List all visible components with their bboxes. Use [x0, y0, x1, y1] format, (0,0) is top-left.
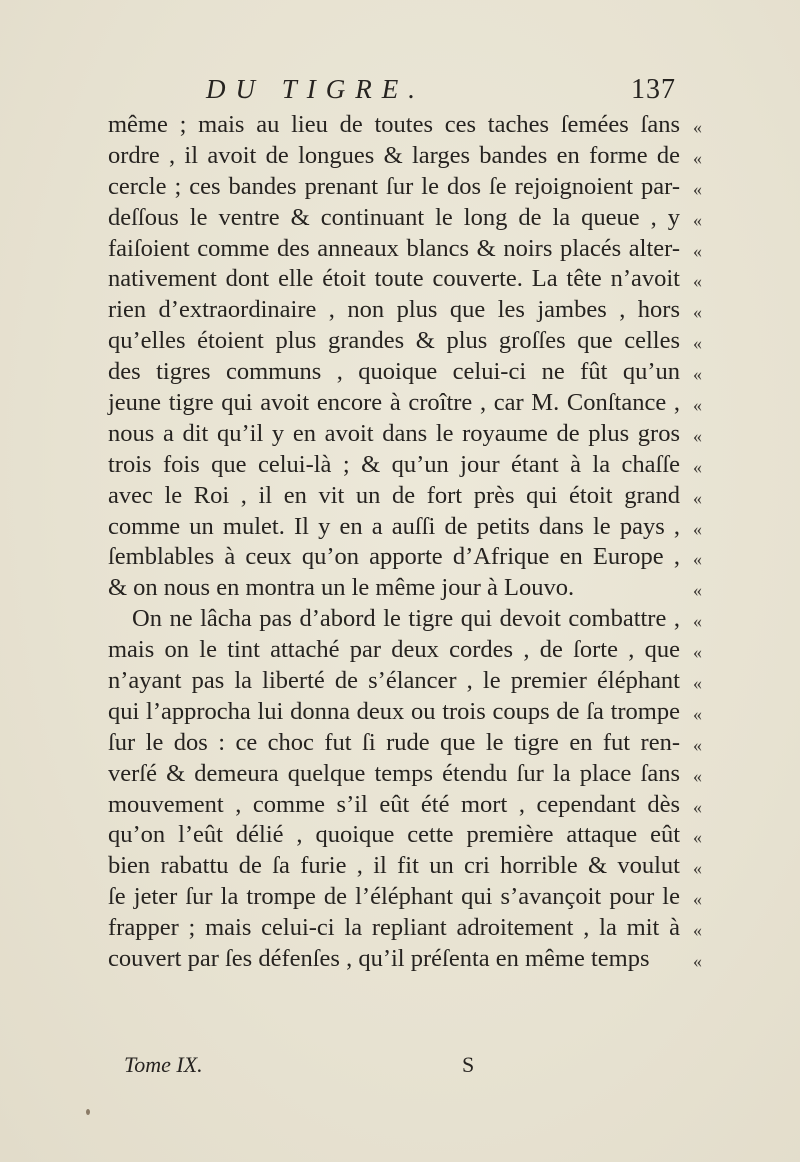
quotation-mark: « [693, 209, 702, 230]
quotation-mark: « [693, 302, 702, 323]
quotation-mark: « [693, 271, 702, 292]
line-text: avec le Roi , il en vit un de fort près qui étoit grand [108, 481, 680, 509]
text-line [108, 450, 702, 481]
quotation-mark: « [693, 734, 702, 755]
line-text: & on nous en montra un le même jour à Louvo. [108, 574, 575, 602]
line-text: jeune tigre qui avoit encore à croître , car M. Conſtance , [108, 389, 680, 417]
quotation-mark: « [693, 673, 702, 694]
text-line [108, 388, 702, 419]
line-text: même ; mais au lieu de toutes ces taches ſemées ſans [108, 111, 680, 138]
line-text: deſſous le ventre & continuant le long de la queue , y [108, 203, 680, 231]
volume-label: Tome IX. [124, 1052, 203, 1077]
text-line [108, 882, 702, 913]
text-line [108, 295, 702, 326]
line-text: verſé & demeura quelque temps étendu ſur la place ſans [108, 759, 680, 787]
text-line [108, 604, 702, 635]
text-line [108, 357, 702, 388]
line-text: comme un mulet. Il y en a auſſi de petits dans le pays , [108, 512, 680, 540]
running-title: DU TIGRE. [206, 74, 425, 104]
text-line [108, 913, 702, 944]
quotation-mark: « [693, 333, 702, 354]
quotation-mark: « [693, 827, 702, 848]
quotation-mark: « [693, 518, 702, 539]
text-line [108, 110, 702, 141]
text-line [108, 512, 702, 543]
quotation-mark: « [693, 642, 702, 663]
line-text: ſe jeter ſur la trompe de l’éléphant qui s’avançoit pour le [108, 883, 680, 911]
text-line [108, 542, 702, 573]
line-text: couvert par ſes défenſes , qu’il préſenta en même temps [108, 945, 650, 973]
quotation-mark: « [693, 951, 702, 972]
line-text: faiſoient comme des anneaux blancs & noirs placés alter- [108, 234, 680, 262]
quotation-mark: « [693, 395, 702, 416]
page-header [206, 70, 676, 110]
quotation-mark: « [693, 425, 702, 446]
line-text: On ne lâcha pas d’abord le tigre qui devoit combattre , [132, 605, 680, 633]
text-line [108, 635, 702, 666]
text-line [108, 944, 702, 975]
line-text: n’ayant pas la liberté de s’élancer , le premier éléphant [108, 667, 680, 695]
quotation-mark: « [693, 240, 702, 261]
text-line [108, 141, 702, 172]
text-line [108, 203, 702, 234]
text-line [108, 697, 702, 728]
line-text: qu’elles étoient plus grandes & plus groſſes que celles [108, 327, 680, 355]
page-footer [124, 1052, 524, 1078]
quotation-mark: « [693, 117, 702, 137]
paper-speck [86, 1109, 90, 1115]
quotation-mark: « [693, 178, 702, 199]
text-line [108, 172, 702, 203]
text-line [108, 264, 702, 295]
line-text: ſemblables à ceux qu’on apporte d’Afrique en Europe , [108, 543, 680, 571]
line-text: ſur le dos : ce choc fut ſi rude que le tigre en fut ren- [108, 728, 680, 756]
quotation-mark: « [693, 858, 702, 879]
line-text: nous a dit qu’il y en avoit dans le royaume de plus gros [108, 419, 680, 447]
text-line [108, 481, 702, 512]
line-text: cercle ; ces bandes prenant ſur le dos ſe rejoignoient par- [108, 172, 680, 200]
page-number: 137 [631, 74, 676, 105]
body-text [108, 110, 702, 975]
line-text: ordre , il avoit de longues & larges bandes en forme de [108, 141, 680, 169]
text-line [108, 728, 702, 759]
text-line [108, 759, 702, 790]
line-text: qu’on l’eût délié , quoique cette première attaque eût [108, 821, 680, 849]
text-line [108, 666, 702, 697]
line-text: trois fois que celui-là ; & qu’un jour étant à la chaſſe [108, 450, 680, 478]
line-text: bien rabattu de ſa furie , il fit un cri horrible & voulut [108, 852, 680, 880]
text-line [108, 851, 702, 882]
line-text: mais on le tint attaché par deux cordes , de ſorte , que [108, 636, 680, 664]
text-line [108, 790, 702, 821]
line-text: frapper ; mais celui-ci la repliant adroitement , la mit à [108, 914, 680, 942]
text-line [108, 820, 702, 851]
signature-mark: S [462, 1052, 475, 1077]
quotation-mark: « [693, 487, 702, 508]
quotation-mark: « [693, 889, 702, 910]
quotation-mark: « [693, 456, 702, 477]
quotation-mark: « [693, 147, 702, 168]
quotation-mark: « [693, 611, 702, 632]
line-text: rien d’extraordinaire , non plus que les jambes , hors [108, 296, 680, 324]
quotation-mark: « [693, 549, 702, 570]
line-text: des tigres communs , quoique celui-ci ne fût qu’un [108, 358, 680, 386]
line-text: qui l’approcha lui donna deux ou trois coups de ſa trompe [108, 697, 680, 725]
text-line [108, 573, 702, 604]
quotation-mark: « [693, 796, 702, 817]
text-line [108, 234, 702, 265]
quotation-mark: « [693, 703, 702, 724]
line-text: mouvement , comme s’il eût été mort , cependant dès [108, 790, 680, 818]
quotation-mark: « [693, 364, 702, 385]
quotation-mark: « [693, 580, 702, 601]
text-line [108, 419, 702, 450]
text-line [108, 326, 702, 357]
quotation-mark: « [693, 765, 702, 786]
quotation-mark: « [693, 920, 702, 941]
line-text: nativement dont elle étoit toute couverte. La tête n’avoit [108, 265, 680, 293]
